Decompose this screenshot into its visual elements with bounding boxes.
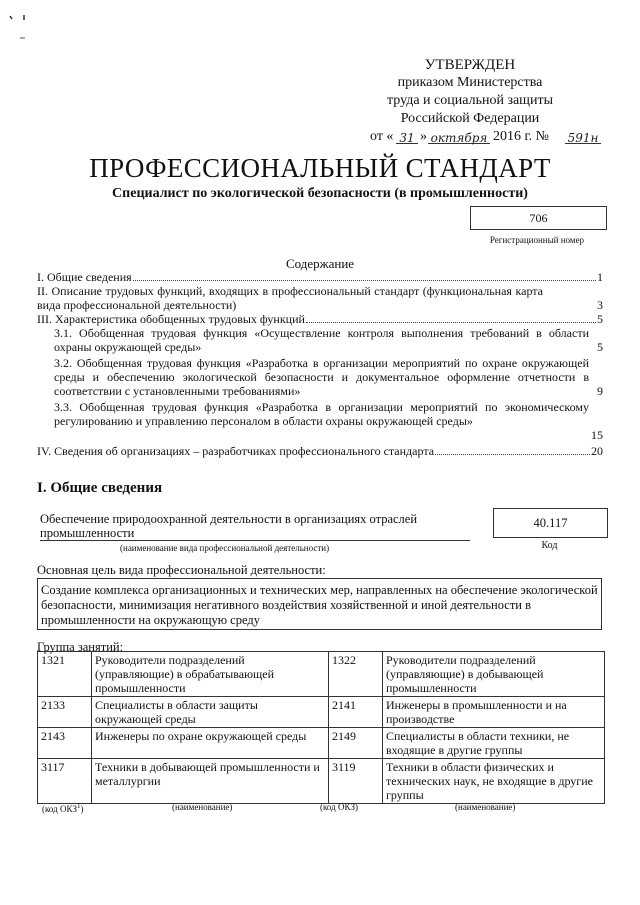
okz-name: Инженеры в промышленности и на производстве <box>383 697 605 728</box>
approval-line-labor: труда и социальной защиты <box>387 93 553 108</box>
groups-label: Группа занятий: <box>37 640 124 654</box>
okz-code: 3119 <box>329 759 383 804</box>
date-prefix: от « <box>370 129 394 144</box>
okz-code: 2141 <box>329 697 383 728</box>
order-number-handwritten: 591н <box>565 129 601 144</box>
table-row <box>38 697 605 728</box>
caption-name-2: (наименование) <box>455 802 516 812</box>
caption-okz-code: (код ОКЗ$^1$) <box>42 802 84 814</box>
goal-label: Основная цель вида профессиональной деятельности: <box>37 563 326 577</box>
date-mid: » <box>420 129 427 144</box>
toc-item-1[interactable]: I. Общие сведения 1 <box>37 270 603 284</box>
approval-date-line <box>340 128 600 146</box>
approval-line-ministry: приказом Министерства <box>397 75 543 90</box>
approval-line-country: Российской Федерации <box>400 111 540 126</box>
activity-kind-caption: (наименование вида профессиональной деятельности) <box>120 543 330 553</box>
toc-item-3-1[interactable]: 3.1. Обобщенная трудовая функция «Осуществление контроля выполнения требований в области охраны окружающей среды» 5 <box>54 326 603 354</box>
okz-name: Техники в области физических и технических наук, не входящие в другие группы <box>383 759 605 804</box>
document-title: ПРОФЕССИОНАЛЬНЫЙ СТАНДАРТ <box>89 153 551 183</box>
activity-kind: Обеспечение природоохранной деятельности в организациях отраслей промышленности <box>40 512 470 541</box>
okz-name: Техники в добывающей промышленности и металлургии <box>92 759 329 804</box>
toc-title: Содержание <box>285 256 355 271</box>
okz-code: 2143 <box>38 728 92 759</box>
table-row <box>38 652 605 697</box>
okz-code: 1321 <box>38 652 92 697</box>
goal-text: Создание комплекса организационных и технических мер, направленных на обеспечение экологической безопасности, минимизация негативного воздействия хозяйственной и иной деятельности в промышленности на окружающую среду <box>37 578 602 630</box>
okz-name: Специалисты в области защиты окружающей среды <box>92 697 329 728</box>
toc-page: 9 <box>597 384 603 398</box>
toc-page: 5 <box>597 312 603 326</box>
date-day-handwritten: 31 <box>396 129 418 144</box>
okz-name: Руководители подразделений (управляющие) в обрабатывающей промышленности <box>92 652 329 697</box>
toc-page: 5 <box>597 340 603 354</box>
approval-status: УТВЕРЖДЕН <box>424 57 516 73</box>
table-row <box>38 728 605 759</box>
okz-name: Инженеры по охране окружающей среды <box>92 728 329 759</box>
okz-code: 3117 <box>38 759 92 804</box>
table-of-contents <box>37 270 603 458</box>
section-heading: I. Общие сведения <box>37 480 163 496</box>
okz-code: 2149 <box>329 728 383 759</box>
activity-code-label: Код <box>541 540 558 551</box>
toc-item-3[interactable]: III. Характеристика обобщенных трудовых функций 5 <box>37 312 603 326</box>
okz-code: 2133 <box>38 697 92 728</box>
toc-page: 3 <box>597 298 603 312</box>
okz-name: Руководители подразделений (управляющие) в добывающей промышленности <box>383 652 605 697</box>
toc-item-3-2[interactable]: 3.2. Обобщенная трудовая функция «Разработка в организации мероприятий по охране окружающей среды и обеспечению экологической безопасности и документальное оформление отчетности в соответствии с установленными требованиями» 9 <box>54 356 603 398</box>
registration-label: Регистрационный номер <box>489 235 585 245</box>
occupation-groups-table <box>37 651 605 804</box>
date-year: 2016 г. № <box>493 129 550 144</box>
registration-number: 706 <box>470 206 607 230</box>
caption-okz-code-2: (код ОКЗ) <box>320 802 358 812</box>
approval-block <box>340 56 600 146</box>
date-month-handwritten: октября <box>428 129 490 144</box>
activity-code: 40.117 <box>493 508 608 538</box>
toc-item-3-3[interactable]: 3.3. Обобщенная трудовая функция «Разработка в организации мероприятий по экономическому регулированию и управлению персоналом в области охраны окружающей среды» 15 <box>54 400 603 442</box>
document-subtitle: Специалист по экологической безопасности (в промышленности) <box>112 186 528 201</box>
toc-page: 15 <box>591 428 603 442</box>
toc-item-4[interactable]: IV. Сведения об организациях – разработчиках профессионального стандарта 20 <box>37 444 603 458</box>
toc-page: 1 <box>597 270 603 284</box>
table-row <box>38 759 605 804</box>
okz-code: 1322 <box>329 652 383 697</box>
scan-marks <box>8 10 38 50</box>
toc-item-2[interactable]: II. Описание трудовых функций, входящих в профессиональный стандарт (функциональная карта вида профессиональной деятельности) 3 <box>37 284 603 312</box>
okz-name: Специалисты в области техники, не входящие в другие группы <box>383 728 605 759</box>
caption-name: (наименование) <box>172 802 233 812</box>
toc-page: 20 <box>591 444 603 458</box>
